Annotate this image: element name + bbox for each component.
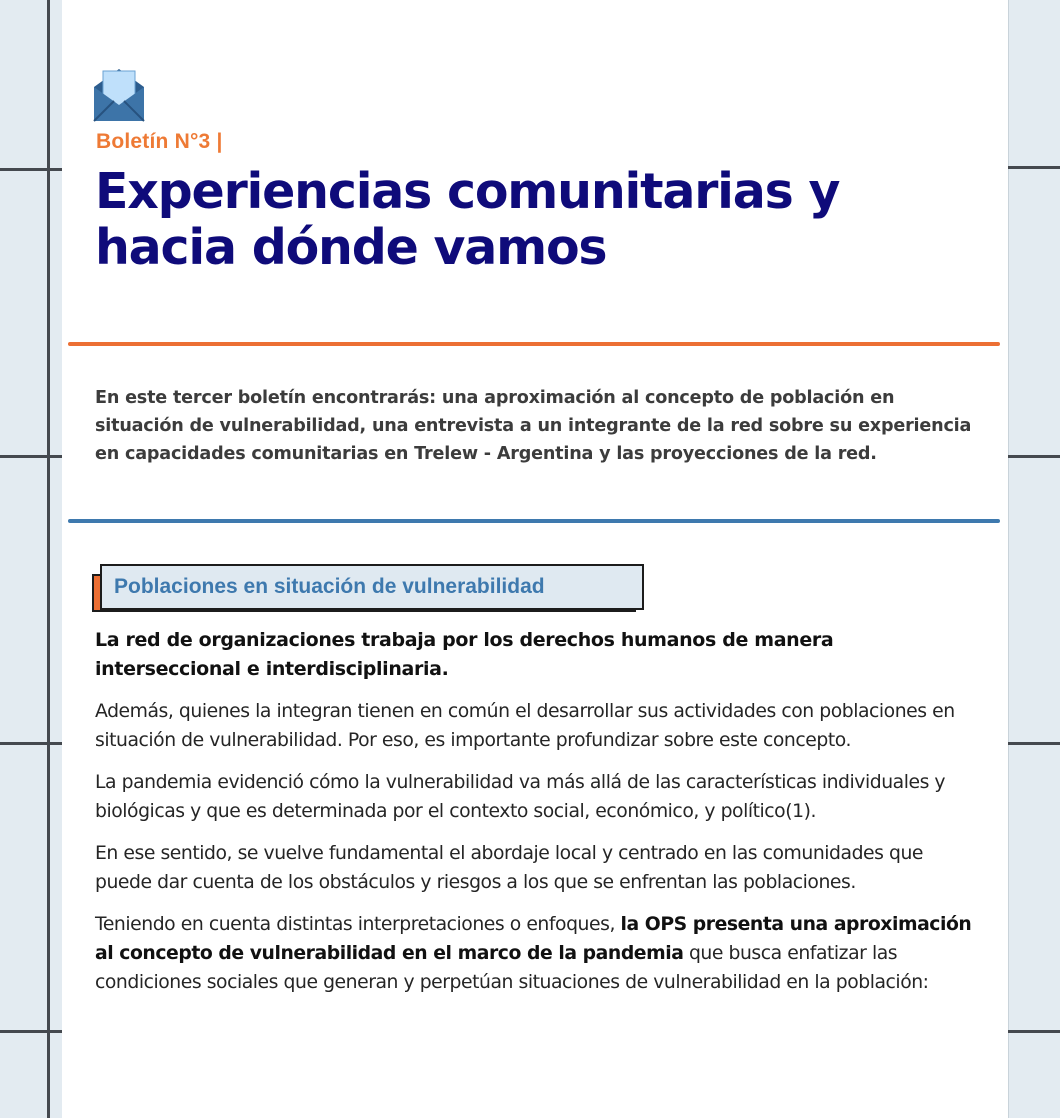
background-grid-left bbox=[0, 0, 62, 1118]
body-paragraph: Además, quienes la integran tienen en común el desarrollar sus actividades con poblaciones en situación de vulnerabilidad. Por eso, es importante profundizar sobre este concepto. bbox=[95, 701, 955, 751]
section-heading-tag bbox=[92, 564, 648, 614]
grid-line bbox=[1008, 742, 1060, 745]
background-grid-right bbox=[1008, 0, 1060, 1118]
article-body bbox=[95, 626, 985, 1010]
grid-line bbox=[1008, 166, 1060, 169]
section-heading: Poblaciones en situación de vulnerabilidad bbox=[100, 564, 644, 610]
body-paragraph: La pandemia evidenció cómo la vulnerabilidad va más allá de las características individuales y biológicas y que es determinada por el contexto social, económico, y político(1). bbox=[95, 772, 946, 822]
envelope-icon bbox=[92, 65, 146, 123]
body-paragraph: En ese sentido, se vuelve fundamental el abordaje local y centrado en las comunidades que puede dar cuenta de los obstáculos y riesgos a los que se enfrentan las poblaciones. bbox=[95, 843, 924, 893]
grid-line bbox=[1008, 1030, 1060, 1033]
bulletin-number: Boletín N°3 | bbox=[96, 130, 223, 153]
grid-line bbox=[1008, 455, 1060, 458]
ops-text-before: Teniendo en cuenta distintas interpretaciones o enfoques, bbox=[95, 914, 621, 935]
ops-text-after: que busca enfatizar las condiciones sociales que generan y perpetúan situaciones de vulnerabilidad en la población: bbox=[95, 943, 929, 993]
grid-line bbox=[0, 168, 62, 171]
lead-paragraph: La red de organizaciones trabaja por los derechos humanos de manera interseccional e interdisciplinaria. bbox=[95, 629, 834, 680]
ops-emphasis: la OPS presenta una aproximación al concepto de vulnerabilidad en el marco de la pandemia bbox=[95, 914, 972, 964]
grid-line bbox=[0, 1030, 62, 1033]
blue-divider bbox=[68, 519, 1000, 523]
grid-line bbox=[0, 455, 62, 458]
body-paragraph-ops bbox=[95, 910, 985, 997]
intro-summary: En este tercer boletín encontrarás: una aproximación al concepto de población en situación de vulnerabilidad, una entrevista a un integrante de la red sobre su experiencia en capacidades comunitarias en Trelew - Argentina y las proyecciones de la red. bbox=[95, 388, 972, 464]
page-title: Experiencias comunitarias y hacia dónde vamos bbox=[95, 163, 840, 276]
grid-line bbox=[0, 742, 62, 745]
newsletter-page bbox=[62, 0, 1008, 1118]
orange-divider bbox=[68, 342, 1000, 346]
